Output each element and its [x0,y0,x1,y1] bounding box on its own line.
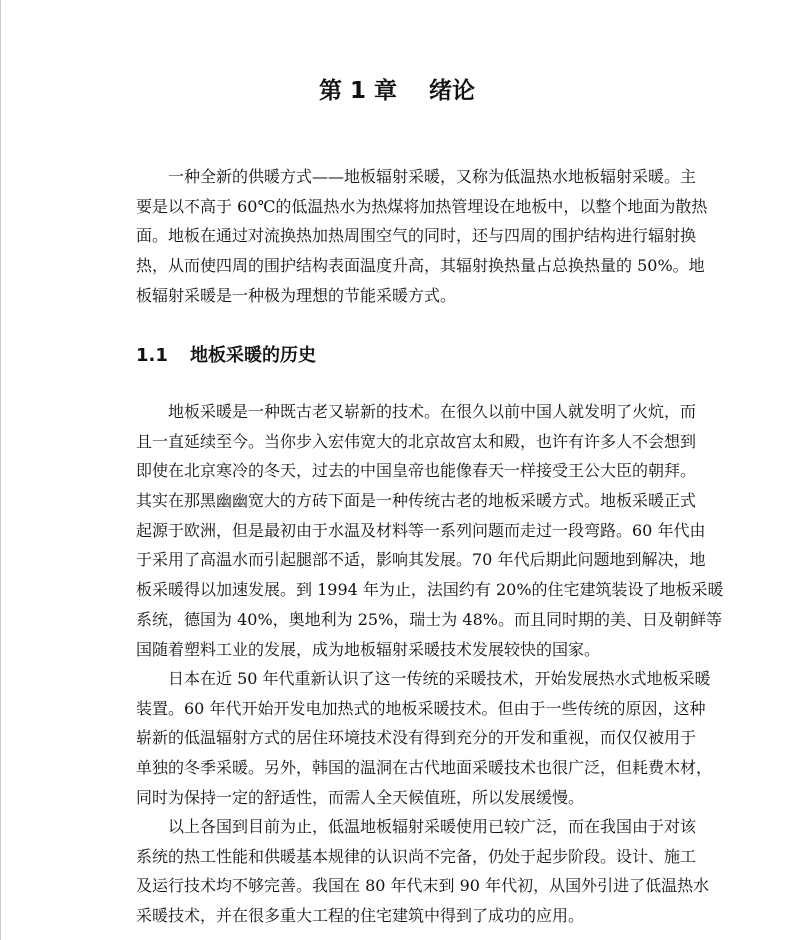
text-line: 于采用了高温水而引起腿部不适，影响其发展。70 年代后期此问题地到解决，地 [136,550,706,570]
text-line: 起源于欧洲，但是最初由于水温及材料等一系列问题而走过一段弯路。60 年代由 [136,520,706,540]
chapter-name: 绪论 [429,78,476,104]
text-line: 以上各国到目前为止，低温地板辐射采暖使用已较广泛，而在我国由于对该 [168,817,697,836]
text-line: 板辐射采暖是一种极为理想的节能采暖方式。 [136,285,457,305]
history-paragraph-2 [136,664,713,812]
text-line: 其实在那黑幽幽宽大的方砖下面是一种传统古老的地板采暖方式。地板采暖正式 [136,491,697,511]
chapter-number: 第 1 章 [318,78,398,104]
text-line: 装置。60 年代开始开发电加热式的地板采暖技术。但由于一些传统的原因，这种 [136,698,706,718]
text-line: 同时为保持一定的舒适性，而需人全天候值班，所以发展缓慢。 [136,787,585,807]
text-line: 系统的热工性能和供暖基本规律的认识尚不完备，仍处于起步阶段。设计、施工 [136,846,697,866]
text-line: 要是以不高于 60℃的低温热水为热煤将加热管埋设在地板中，以整个地面为散热 [136,196,708,216]
section-heading [136,341,316,367]
text-line: 系统，德国为 40%，奥地利为 25%，瑞士为 48%。而且同时期的美、日及朝鲜等 [136,609,722,629]
text-line: 国随着塑料工业的发展，成为地板辐射采暖技术发展较快的国家。 [136,639,601,659]
text-line: 采暖技术，并在很多重大工程的住宅建筑中得到了成功的应用。 [136,906,585,926]
text-line: 崭新的低温辐射方式的居住环境技术没有得到充分的开发和重视，而仅仅被用于 [136,728,697,748]
text-line: 且一直延续至今。当你步入宏伟宽大的北京故宫太和殿，也许有许多人不会想到 [136,431,697,451]
text-line: 板采暖得以加速发展。到 1994 年为止，法国约有 20%的住宅建筑装设了地板采暖 [136,580,724,600]
section-number: 1.1 [136,345,168,366]
history-paragraph-3 [136,812,710,931]
section-title: 地板采暖的历史 [190,345,316,366]
text-line: 即使在北京寒冷的冬天，过去的中国皇帝也能像春天一样接受王公大臣的朝拜。 [136,461,697,481]
text-line: 地板采暖是一种既古老又崭新的技术。在很久以前中国人就发明了火炕，而 [168,402,697,421]
text-line: 面。地板在通过对流换热加热周围空气的同时，还与四周的围护结构进行辐射换 [136,226,697,246]
page-edge [0,0,1,940]
text-line: 单独的冬季采暖。另外，韩国的温洞在古代地面采暖技术也很广泛，但耗费木材， [136,758,713,778]
intro-paragraph [136,162,708,310]
chapter-title [0,72,794,105]
text-line: 日本在近 50 年代重新认识了这一传统的采暖技术，开始发展热水式地板采暖 [168,669,711,688]
text-line: 及运行技术均不够完善。我国在 80 年代末到 90 年代初，从国外引进了低温热水 [136,876,710,896]
history-paragraph-1 [136,397,724,664]
text-line: 一种全新的供暖方式——地板辐射采暖，又称为低温热水地板辐射采暖。主 [168,167,697,186]
text-line: 热，从而使四周的围护结构表面温度升高，其辐射换热量占总换热量的 50%。地 [136,256,705,276]
